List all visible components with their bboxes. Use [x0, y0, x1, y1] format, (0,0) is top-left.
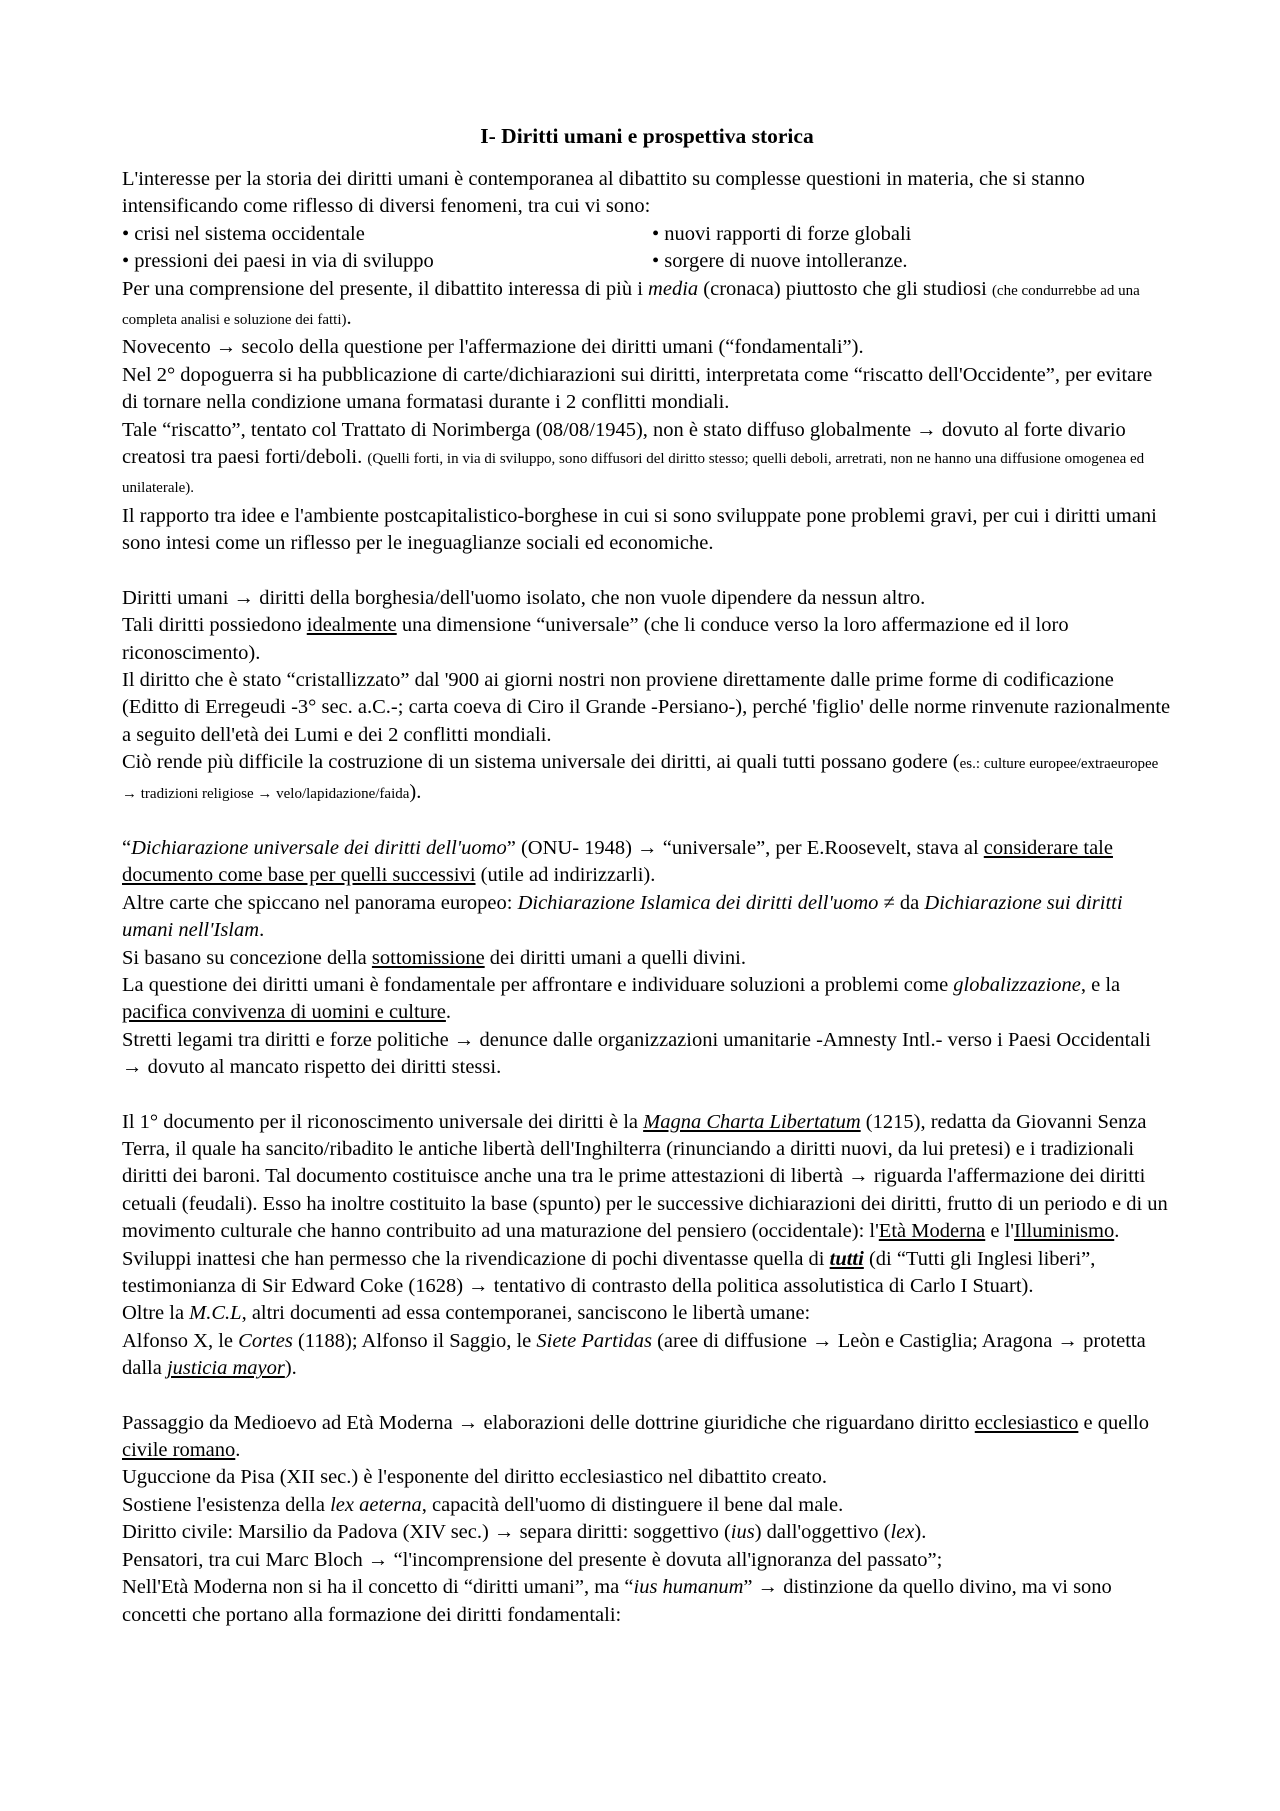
page-title: I- Diritti umani e prospettiva storica: [480, 124, 814, 148]
uguccione-line: Uguccione da Pisa (XII sec.) è l'esponente del diritto ecclesiastico nel dibattito creato.: [122, 1466, 827, 1489]
convivenza-term: pacifica convivenza di uomini e culture: [122, 1001, 446, 1024]
novecento-line: Novecento → secolo della questione per l'affermazione dei diritti umani (“fondamentali”).: [122, 336, 864, 359]
bullet-item: • crisi nel sistema occidentale: [122, 222, 365, 245]
bloch-line: Pensatori, tra cui Marc Bloch → “l'incomprensione del presente è dovuta all'ignoranza del passato”;: [122, 1548, 943, 1571]
magna-charta-paragraph: Il 1° documento per il riconoscimento universale dei diritti è la Magna Charta Libertatum (1215), redatta da Giovanni Senza Terra, il quale ha sancito/ribadito le antiche libertà dell'Inghilterra (rinunciando a diritti nuovi, da lui pretesi) e i tradizionali diritti dei baroni. Tal documento costituisce anche una tra le prime attestazioni di libertà → riguarda l'affermazione dei diritti cetuali (feudali). Esso ha inoltre costituito la base (spunto) per le successive dichiarazioni dei diritti, frutto di un periodo e di un movimento culturale che hanno contribuito ad una maturazione del pensiero (occidentale): l'Età Moderna e l'Illuminismo.: [122, 1110, 1168, 1243]
diritto-civile-line: Diritto civile: Marsilio da Padova (XIV sec.) → separa diritti: soggettivo (ius) dall'oggettivo (lex).: [122, 1521, 927, 1544]
justicia-mayor-link[interactable]: justicia mayor: [166, 1357, 285, 1380]
paragraph-gap: [122, 1383, 1172, 1410]
siete-partidas-term: Siete Partidas: [536, 1329, 652, 1352]
media-paragraph: Per una comprensione del presente, il dibattito interessa di più i media (cronaca) piuttosto che gli studiosi (che condurrebbe ad una completa analisi e soluzione dei fatti).: [122, 277, 1140, 330]
document-body: [122, 122, 1172, 1629]
tutti-term: tutti: [829, 1247, 864, 1270]
idealmente-term: idealmente: [306, 614, 397, 637]
bullet-item: • pressioni dei paesi in via di sviluppo: [122, 250, 434, 273]
diritti-line: Diritti umani → diritti della borghesia/dell'uomo isolato, che non vuole dipendere da nessun altro.: [122, 586, 926, 609]
dichiarazione-paragraph: “Dichiarazione universale dei diritti dell'uomo” (ONU- 1948) → “universale”, per E.Roosevelt, stava al considerare tale documento come base per quelli successivi (utile ad indirizzarli).: [122, 836, 1113, 887]
paragraph-gap: [122, 558, 1172, 585]
bullet-list: [122, 221, 1172, 276]
stretti-paragraph: Stretti legami tra diritti e forze politiche → denunce dalle organizzazioni umanitarie -Amnesty Intl.- verso i Paesi Occidentali → dovuto al mancato rispetto dei diritti stessi.: [122, 1028, 1151, 1079]
ius-term: ius: [730, 1521, 755, 1544]
eta-moderna-term: Età Moderna: [878, 1220, 986, 1243]
alfonso-paragraph: Alfonso X, le Cortes (1188); Alfonso il Saggio, le Siete Partidas (aree di diffusione → Leòn e Castiglia; Aragona → protetta dalla justicia mayor).: [122, 1329, 1146, 1380]
mcl-term: M.C.L: [189, 1302, 242, 1325]
cristallizzato-paragraph: Il diritto che è stato “cristallizzato” dal '900 ai giorni nostri non proviene direttamente dalle prime forme di codificazione (Editto di Erregeudi -3° sec. a.C.-; carta coeva di Ciro il Grande -Persiano-), perché 'figlio' delle norme rinvenute razionalmente a seguito dell'età dei Lumi e dei 2 conflitti mondiali.: [122, 668, 1171, 746]
altre-carte-paragraph: Altre carte che spiccano nel panorama europeo: Dichiarazione Islamica dei diritti dell'uomo ≠ da Dichiarazione sui diritti umani nell'Islam.: [122, 891, 1123, 942]
sviluppi-paragraph: Sviluppi inattesi che han permesso che la rivendicazione di pochi diventasse quella di tutti (di “Tutti gli Inglesi liberi”, testimonianza di Sir Edward Coke (1628) → tentativo di contrasto della politica assolutistica di Carlo I Stuart).: [122, 1247, 1096, 1298]
paragraph-gap: [122, 1082, 1172, 1109]
sottomissione-term: sottomissione: [371, 946, 485, 969]
eta-moderna-paragraph: Nell'Età Moderna non si ha il concetto di “diritti umani”, ma “ius humanum” → distinzione da quello divino, ma vi sono concetti che portano alla formazione dei diritti fondamentali:: [122, 1576, 1112, 1626]
tali-paragraph: Tali diritti possiedono idealmente una dimensione “universale” (che li conduce verso la loro affermazione ed il loro riconoscimento).: [122, 614, 1069, 664]
media-term: media: [648, 277, 699, 300]
dichiarazione-islamica-title: Dichiarazione Islamica dei diritti dell'uomo: [517, 891, 879, 914]
magna-charta-link[interactable]: Magna Charta Libertatum: [643, 1110, 861, 1133]
cio-paragraph: Ciò rende più difficile la costruzione di un sistema universale dei diritti, ai quali tutti possano godere (es.: culture europee/extraeuropee → tradizioni religiose → velo/lapidazione/faida).: [122, 751, 1159, 803]
lex-aeterna-term: lex aeterna: [330, 1493, 422, 1516]
globalizzazione-term: globalizzazione: [953, 973, 1081, 996]
dopoguerra-paragraph: Nel 2° dopoguerra si ha pubblicazione di carte/dichiarazioni sui diritti, interpretata come “riscatto dell'Occidente”, per evitare di tornare nella condizione umana formatasi durante i 2 conflitti mondiali.: [122, 363, 1153, 414]
media-note: (che condurrebbe ad una completa analisi e soluzione dei fatti): [122, 282, 1140, 329]
basano-line: Si basano su concezione della sottomissione dei diritti umani a quelli divini.: [122, 946, 747, 969]
cortes-term: Cortes: [238, 1329, 293, 1352]
sostiene-line: Sostiene l'esistenza della lex aeterna, capacità dell'uomo di distinguere il bene dal male.: [122, 1493, 844, 1516]
riscatto-paragraph: Tale “riscatto”, tentato col Trattato di Norimberga (08/08/1945), non è stato diffuso globalmente → dovuto al forte divario creatosi tra paesi forti/deboli. (Quelli forti, in via di sviluppo, sono diffusori del diritto stesso; quelli deboli, arretrati, non ne hanno una diffusione omogenea ed unilaterale).: [122, 418, 1145, 497]
intro-paragraph: L'interesse per la storia dei diritti umani è contemporanea al dibattito su complesse questioni in materia, che si stanno intensificando come riflesso di diversi fenomeni, tra cui vi sono:: [122, 168, 1085, 218]
ius-humanum-term: ius humanum: [633, 1576, 744, 1599]
ecclesiastico-term: ecclesiastico: [974, 1411, 1079, 1434]
dichiarazione-title: Dichiarazione universale dei diritti dell'uomo: [131, 836, 507, 859]
illuminismo-term: Illuminismo: [1014, 1220, 1115, 1243]
oltre-line: Oltre la M.C.L, altri documenti ad essa contemporanei, sanciscono le libertà umane:: [122, 1302, 811, 1325]
paragraph-gap: [122, 808, 1172, 835]
dichiarazione-islam-title: Dichiarazione sui diritti umani nell'Islam: [122, 891, 1123, 942]
rapporto-paragraph: Il rapporto tra idee e l'ambiente postcapitalistico-borghese in cui si sono sviluppate pone problemi gravi, per cui i diritti umani sono intesi come un riflesso per le ineguaglianze sociali ed economiche.: [122, 504, 1157, 555]
bullet-item: • nuovi rapporti di forze globali: [652, 222, 912, 245]
passaggio-paragraph: Passaggio da Medioevo ad Età Moderna → elaborazioni delle dottrine giuridiche che riguardano diritto ecclesiastico e quello civile romano.: [122, 1411, 1149, 1462]
riscatto-note: (Quelli forti, in via di sviluppo, sono diffusori del diritto stesso; quelli deboli, arretrati, non ne hanno una diffusione omogenea ed unilaterale).: [122, 451, 1145, 497]
dichiarazione-underline: considerare tale documento come base per quelli successivi: [122, 836, 1113, 887]
bullet-item: • sorgere di nuove intolleranze.: [652, 250, 908, 273]
lex-term: lex: [890, 1521, 915, 1544]
civile-romano-term: civile romano: [122, 1439, 236, 1462]
questione-paragraph: La questione dei diritti umani è fondamentale per affrontare e individuare soluzioni a problemi come globalizzazione, e la pacifica convivenza di uomini e culture.: [122, 973, 1121, 1024]
cio-note: es.: culture europee/extraeuropee → tradizioni religiose → velo/lapidazione/faida: [122, 756, 1159, 802]
